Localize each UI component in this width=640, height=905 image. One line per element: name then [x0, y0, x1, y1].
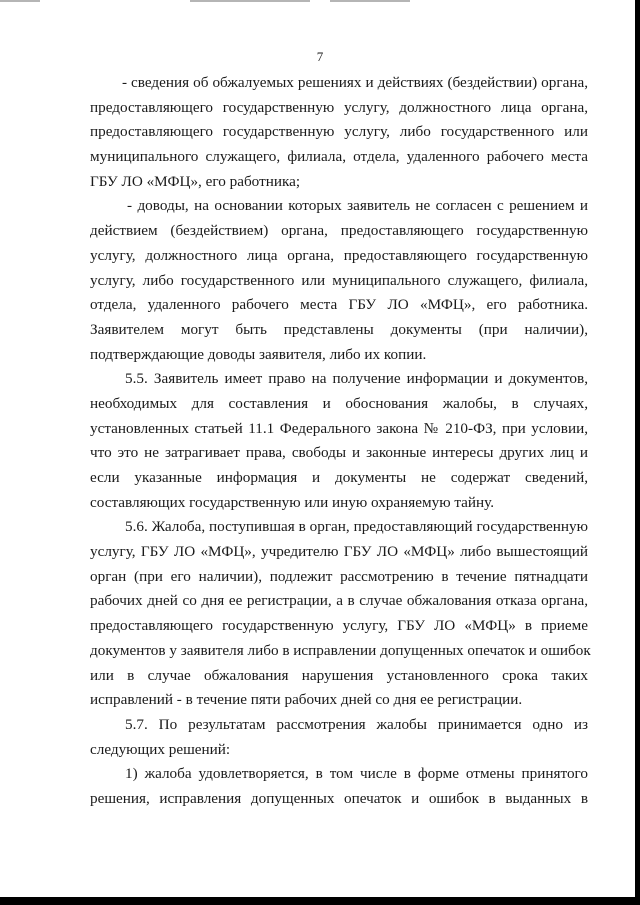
text-line: документов у заявителя либо в исправлении допущенных опечаток и ошибок [90, 641, 591, 659]
text-line: 5.7. По результатам рассмотрения жалобы принимается одно из [125, 715, 588, 733]
scan-edge-bottom [0, 897, 640, 905]
text-line: следующих решений: [90, 740, 231, 758]
text-line: услугу, либо государственного или муниципального служащего, филиала, [90, 271, 588, 289]
text-line: составляющих государственную или иную охраняемую тайну. [90, 493, 495, 511]
text-line: решения, исправления допущенных опечаток и ошибок в выданных в [90, 789, 588, 807]
text-line: что это не затрагивает права, свободы и законные интересы других лиц и [90, 444, 588, 462]
text-line: действием (бездействием) органа, предоставляющего государственную [90, 222, 588, 240]
text-line: ГБУ ЛО «МФЦ», его работника; [90, 172, 301, 190]
text-line: 1) жалоба удовлетворяется, в том числе в форме отмены принятого [125, 765, 588, 783]
text-line: отдела, удаленного рабочего места ГБУ ЛО «МФЦ», его работника. [90, 296, 588, 314]
scan-artifact [330, 0, 410, 2]
text-line: Заявителем могут быть представлены документы (при наличии), [90, 320, 588, 338]
text-line: 5.6. Жалоба, поступившая в орган, предоставляющий государственную [125, 518, 588, 536]
text-line: рабочих дней со дня ее регистрации, а в случае обжалования отказа органа, [90, 592, 588, 610]
paragraph [90, 762, 588, 811]
paragraph [90, 515, 591, 713]
text-line: услугу, должностного лица органа, предоставляющего государственную [90, 246, 588, 264]
text-line: исправлений - в течение пяти рабочих дней со дня ее регистрации. [90, 691, 523, 709]
paragraph [90, 194, 588, 367]
scan-artifact [190, 0, 310, 2]
text-line: 5.5. Заявитель имеет право на получение информации и документов, [125, 370, 588, 388]
page-number: 7 [316, 49, 324, 64]
paragraph [90, 713, 588, 762]
text-line: или в случае обжалования нарушения установленного срока таких [90, 666, 588, 684]
text-line: - сведения об обжалуемых решениях и действиях (бездействии) органа, [122, 74, 588, 91]
text-line: необходимых для составления и обоснования жалобы, в случаях, [90, 394, 588, 412]
text-line: подтверждающие доводы заявителя, либо их копии. [90, 345, 427, 363]
text-line: предоставляющего государственную услугу, либо государственного или [90, 123, 588, 141]
paragraph [90, 367, 588, 515]
text-line: если указанные информация и документы не содержат сведений, [90, 469, 588, 486]
paragraph [90, 71, 588, 194]
text-line: услугу, ГБУ ЛО «МФЦ», учредителю ГБУ ЛО «МФЦ» либо вышестоящий [90, 543, 588, 561]
document-body [90, 71, 591, 812]
text-line: орган (при его наличии), подлежит рассмотрению в течение пятнадцати [90, 567, 588, 585]
text-line: установленных статьей 11.1 Федерального закона № 210-ФЗ, при условии, [90, 419, 588, 437]
text-line: - доводы, на основании которых заявитель не согласен с решением и [127, 197, 588, 215]
scan-artifact [0, 0, 40, 2]
text-line: муниципального служащего, филиала, отдела, удаленного рабочего места [90, 148, 588, 166]
scan-edge-right [635, 0, 640, 905]
text-line: предоставляющего государственную услугу, должностного лица органа, [90, 98, 588, 116]
text-line: предоставляющего государственную услугу, ГБУ ЛО «МФЦ» в приеме [90, 617, 588, 635]
